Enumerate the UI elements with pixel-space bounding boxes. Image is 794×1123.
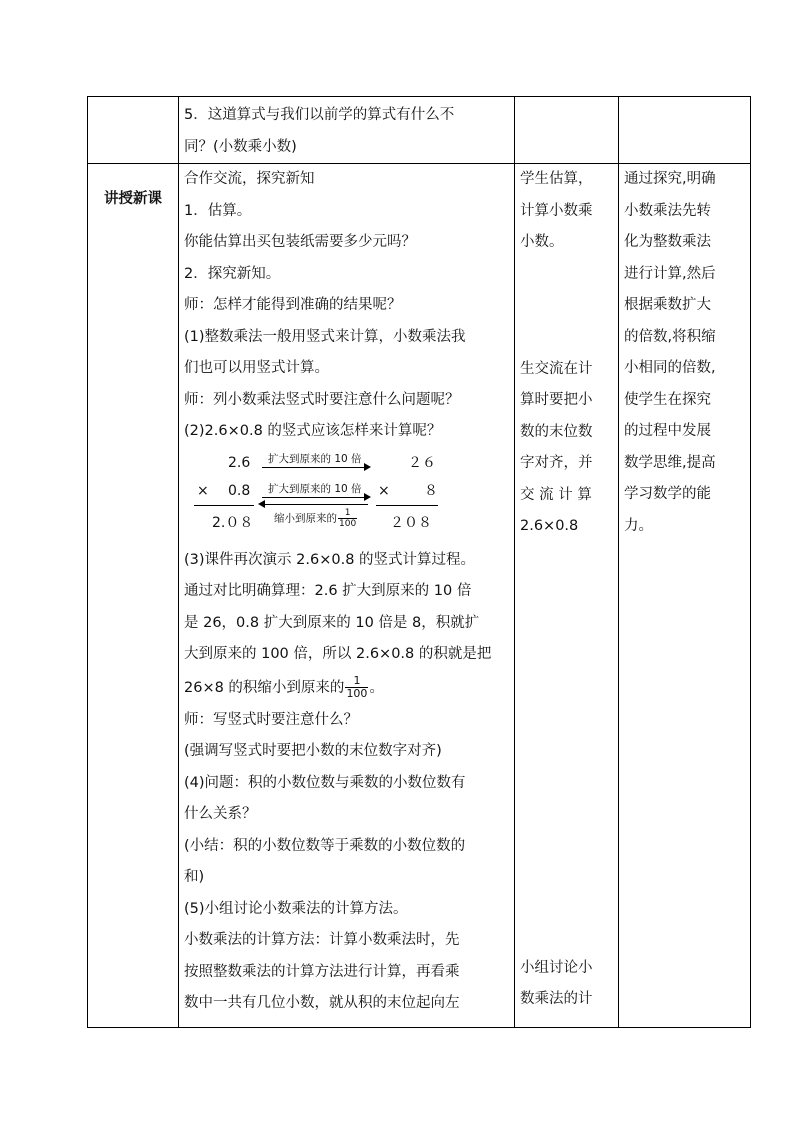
text-line: 小数乘法先转	[624, 202, 711, 219]
right-product: ２０８	[390, 514, 432, 531]
fraction	[345, 675, 368, 700]
text-line: 小相同的倍数,	[624, 360, 716, 376]
fraction-line-suffix: 。	[369, 679, 384, 696]
left-product: 2.０８	[212, 514, 254, 531]
arrowhead-right-icon	[364, 493, 371, 501]
text-line: (4)问题：积的小数位数与乘数的小数位数有	[184, 774, 466, 791]
text-line: 算时要把小	[520, 392, 593, 408]
spacer	[520, 543, 613, 953]
text-line: (5)小组讨论小数乘法的计算方法。	[184, 900, 408, 917]
fraction-text-line	[184, 671, 509, 705]
right-sum-line	[376, 505, 438, 506]
text-line: 2.6×0.8	[520, 518, 579, 534]
text-line: 通过探究,明确	[624, 171, 716, 187]
scale-hint-2: 扩大到原来的 10 倍	[268, 482, 362, 495]
text-line: 们也可以用竖式计算。	[184, 360, 329, 376]
text-line: 学习数学的能	[624, 486, 711, 502]
text-line: 师：写竖式时要注意什么？	[184, 711, 358, 728]
text-line: (2)2.6×0.8 的竖式应该怎样来计算呢？	[184, 423, 442, 439]
fraction-line-prefix: 26×8 的积缩小到原来的	[184, 679, 345, 696]
left-times-sign: ×	[197, 482, 209, 499]
text-line: 5．这道算式与我们以前学的算式有什么不	[184, 107, 455, 123]
text-line: 师：怎样才能得到准确的结果呢？	[184, 297, 402, 313]
text-line: 字对齐，并	[520, 455, 593, 471]
content-cell	[179, 97, 515, 164]
text-line: 计算小数乘	[520, 202, 593, 219]
text-line: 同？(小数乘小数)	[184, 138, 297, 155]
arrow-left-3	[264, 504, 368, 505]
text-line: 数中一共有几位小数，就从积的末位起向左	[184, 995, 460, 1011]
design-intent-cell	[619, 164, 751, 1028]
arrow-right-1	[262, 467, 366, 468]
fraction-numerator: 1	[345, 675, 368, 688]
text-line: 你能估算出买包装纸需要多少元吗？	[184, 234, 416, 250]
text-line: 的倍数,将积缩	[624, 328, 716, 345]
text-line: 力。	[624, 517, 653, 534]
scale-hint-1: 扩大到原来的 10 倍	[268, 452, 362, 465]
text-line: 小数。	[520, 234, 564, 250]
text-line: 数乘法的计	[520, 991, 593, 1007]
text-line: 和)	[184, 869, 205, 885]
left-sum-line	[194, 505, 254, 506]
design-intent-cell	[619, 97, 751, 164]
fraction	[338, 508, 357, 529]
text-line: 通过对比明确算理：2.6 扩大到原来的 10 倍	[184, 583, 472, 599]
table-row	[88, 97, 751, 164]
text-line: 学生估算，	[520, 171, 593, 187]
text-line: 按照整数乘法的计算方法进行计算，再看乘	[184, 963, 460, 980]
text-line: 数学思维,提高	[624, 454, 716, 471]
spacer	[520, 259, 613, 354]
lesson-plan-table	[87, 96, 751, 1028]
text-line: 合作交流，探究新知	[184, 171, 315, 187]
scale-hint-3-text: 缩小到原来的	[274, 512, 337, 524]
text-line: (1)整数乘法一般用竖式来计算，小数乘法我	[184, 328, 466, 345]
text-line: 2．探究新知。	[184, 265, 281, 282]
text-line: 使学生在探究	[624, 391, 711, 408]
vertical-multiplication-diagram	[184, 451, 504, 543]
text-line: 生交流在计	[520, 360, 593, 377]
content-cell	[179, 164, 515, 1028]
student-activity-cell	[515, 97, 619, 164]
left-multiplier: 0.8	[228, 482, 251, 499]
text-line: 大到原来的 100 倍，所以 2.6×0.8 的积就是把	[184, 646, 492, 662]
right-times-sign: ×	[378, 482, 390, 499]
arrowhead-left-icon	[258, 500, 265, 508]
fraction-denominator: 100	[339, 518, 357, 529]
text-line: 化为整数乘法	[624, 234, 711, 250]
text-line: 小数乘法的计算方法：计算小数乘法时，先	[184, 932, 460, 948]
fraction-numerator: 1	[338, 508, 357, 519]
text-line: 交 流 计 算	[520, 486, 592, 503]
text-line: 师：列小数乘法竖式时要注意什么问题呢？	[184, 391, 460, 408]
stage-cell	[88, 164, 179, 1028]
right-multiplier: ８	[424, 482, 438, 499]
text-line: 数的末位数	[520, 423, 593, 440]
text-line: 什么关系？	[184, 806, 257, 822]
text-line: 是 26，0.8 扩大到原来的 10 倍是 8，积就扩	[184, 614, 480, 631]
text-line: 的过程中发展	[624, 423, 711, 439]
arrow-right-2	[262, 497, 366, 498]
text-line: (强调写竖式时要把小数的末位数字对齐)	[184, 743, 442, 759]
text-line: 小组讨论小	[520, 959, 593, 976]
right-multiplicand: ２６	[408, 454, 436, 471]
text-line: (3)课件再次演示 2.6×0.8 的竖式计算过程。	[184, 551, 476, 568]
text-line: 进行计算,然后	[624, 265, 716, 282]
arrowhead-right-icon	[364, 463, 371, 471]
fraction-denominator: 100	[346, 687, 368, 700]
text-line: 1．估算。	[184, 202, 252, 219]
student-activity-cell	[515, 164, 619, 1028]
text-line: (小结：积的小数位数等于乘数的小数位数的	[184, 837, 466, 854]
left-multiplicand: 2.6	[228, 454, 251, 471]
text-line: 根据乘数扩大	[624, 297, 711, 313]
stage-cell-empty	[88, 97, 179, 164]
scale-hint-3	[274, 508, 358, 529]
stage-label: 讲授新课	[104, 191, 162, 207]
table-row	[88, 164, 751, 1028]
